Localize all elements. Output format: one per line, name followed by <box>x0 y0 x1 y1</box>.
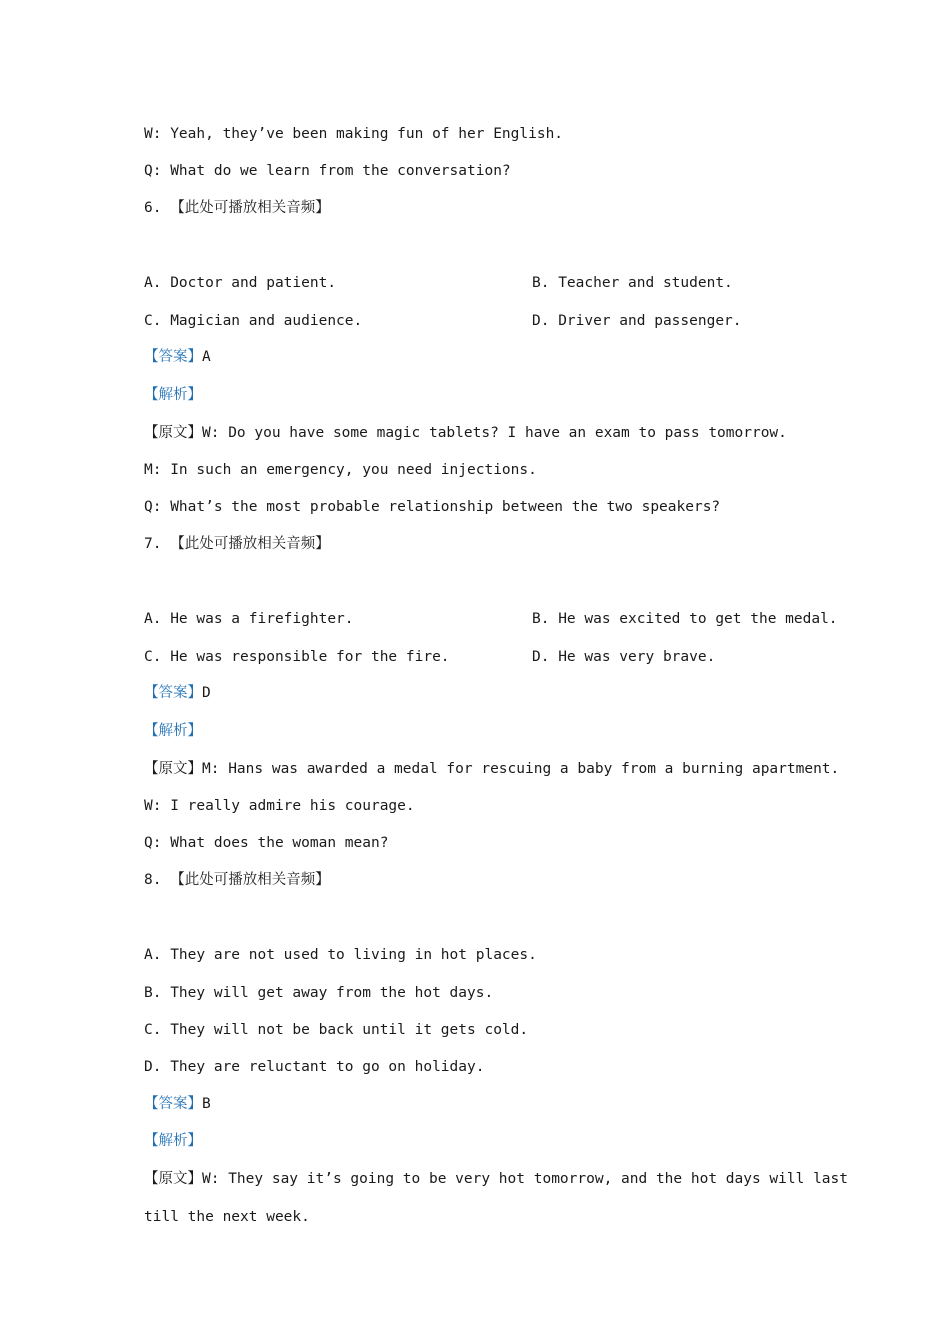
q8-analysis <box>144 1131 202 1151</box>
q7-option-b: B. He was excited to get the medal. <box>532 611 838 627</box>
dialogue-line: W: I really admire his courage. <box>144 798 415 814</box>
transcript-text: W: They say it’s going to be very hot tomorrow, and the hot days will last <box>202 1171 849 1187</box>
q7-answer <box>144 683 211 703</box>
answer-tag: 【答案】 <box>144 685 202 701</box>
answer-tag: 【答案】 <box>144 1096 202 1112</box>
q6-option-b: B. Teacher and student. <box>532 275 733 291</box>
answer-value: D <box>202 685 211 701</box>
q8-option-b: B. They will get away from the hot days. <box>144 985 494 1001</box>
question-line: Q: What does the woman mean? <box>144 835 389 851</box>
q6-option-d: D. Driver and passenger. <box>532 313 742 329</box>
q6-answer <box>144 347 211 367</box>
transcript-continuation: till the next week. <box>144 1209 310 1225</box>
dialogue-line: M: In such an emergency, you need injections. <box>144 462 537 478</box>
analysis-tag: 【解析】 <box>144 387 202 403</box>
transcript-tag: 【原文】 <box>144 761 202 777</box>
q6-transcript <box>144 423 787 443</box>
q7-analysis <box>144 721 202 741</box>
transcript-text: M: Hans was awarded a medal for rescuing a baby from a burning apartment. <box>202 761 840 777</box>
q7-transcript <box>144 759 839 779</box>
q6-option-a: A. Doctor and patient. <box>144 275 337 291</box>
question-line: Q: What’s the most probable relationship between the two speakers? <box>144 499 721 515</box>
answer-tag: 【答案】 <box>144 349 202 365</box>
analysis-tag: 【解析】 <box>144 723 202 739</box>
question-line: Q: What do we learn from the conversation? <box>144 163 511 179</box>
q8-header: 8. 【此处可播放相关音频】 <box>144 872 330 888</box>
answer-value: A <box>202 349 211 365</box>
transcript-text: W: Do you have some magic tablets? I have an exam to pass tomorrow. <box>202 425 787 441</box>
q8-option-d: D. They are reluctant to go on holiday. <box>144 1059 485 1075</box>
q6-analysis <box>144 385 202 405</box>
analysis-tag: 【解析】 <box>144 1133 202 1149</box>
q7-option-d: D. He was very brave. <box>532 649 716 665</box>
dialogue-line: W: Yeah, they’ve been making fun of her English. <box>144 126 564 142</box>
q8-transcript <box>144 1169 848 1189</box>
q7-option-a: A. He was a firefighter. <box>144 611 354 627</box>
q8-option-a: A. They are not used to living in hot places. <box>144 947 537 963</box>
q6-header: 6. 【此处可播放相关音频】 <box>144 200 330 216</box>
transcript-tag: 【原文】 <box>144 1171 202 1187</box>
q8-option-c: C. They will not be back until it gets cold. <box>144 1022 529 1038</box>
q8-answer <box>144 1094 211 1114</box>
q6-option-c: C. Magician and audience. <box>144 313 363 329</box>
q7-option-c: C. He was responsible for the fire. <box>144 649 450 665</box>
q7-header: 7. 【此处可播放相关音频】 <box>144 536 330 552</box>
answer-value: B <box>202 1096 211 1112</box>
transcript-tag: 【原文】 <box>144 425 202 441</box>
